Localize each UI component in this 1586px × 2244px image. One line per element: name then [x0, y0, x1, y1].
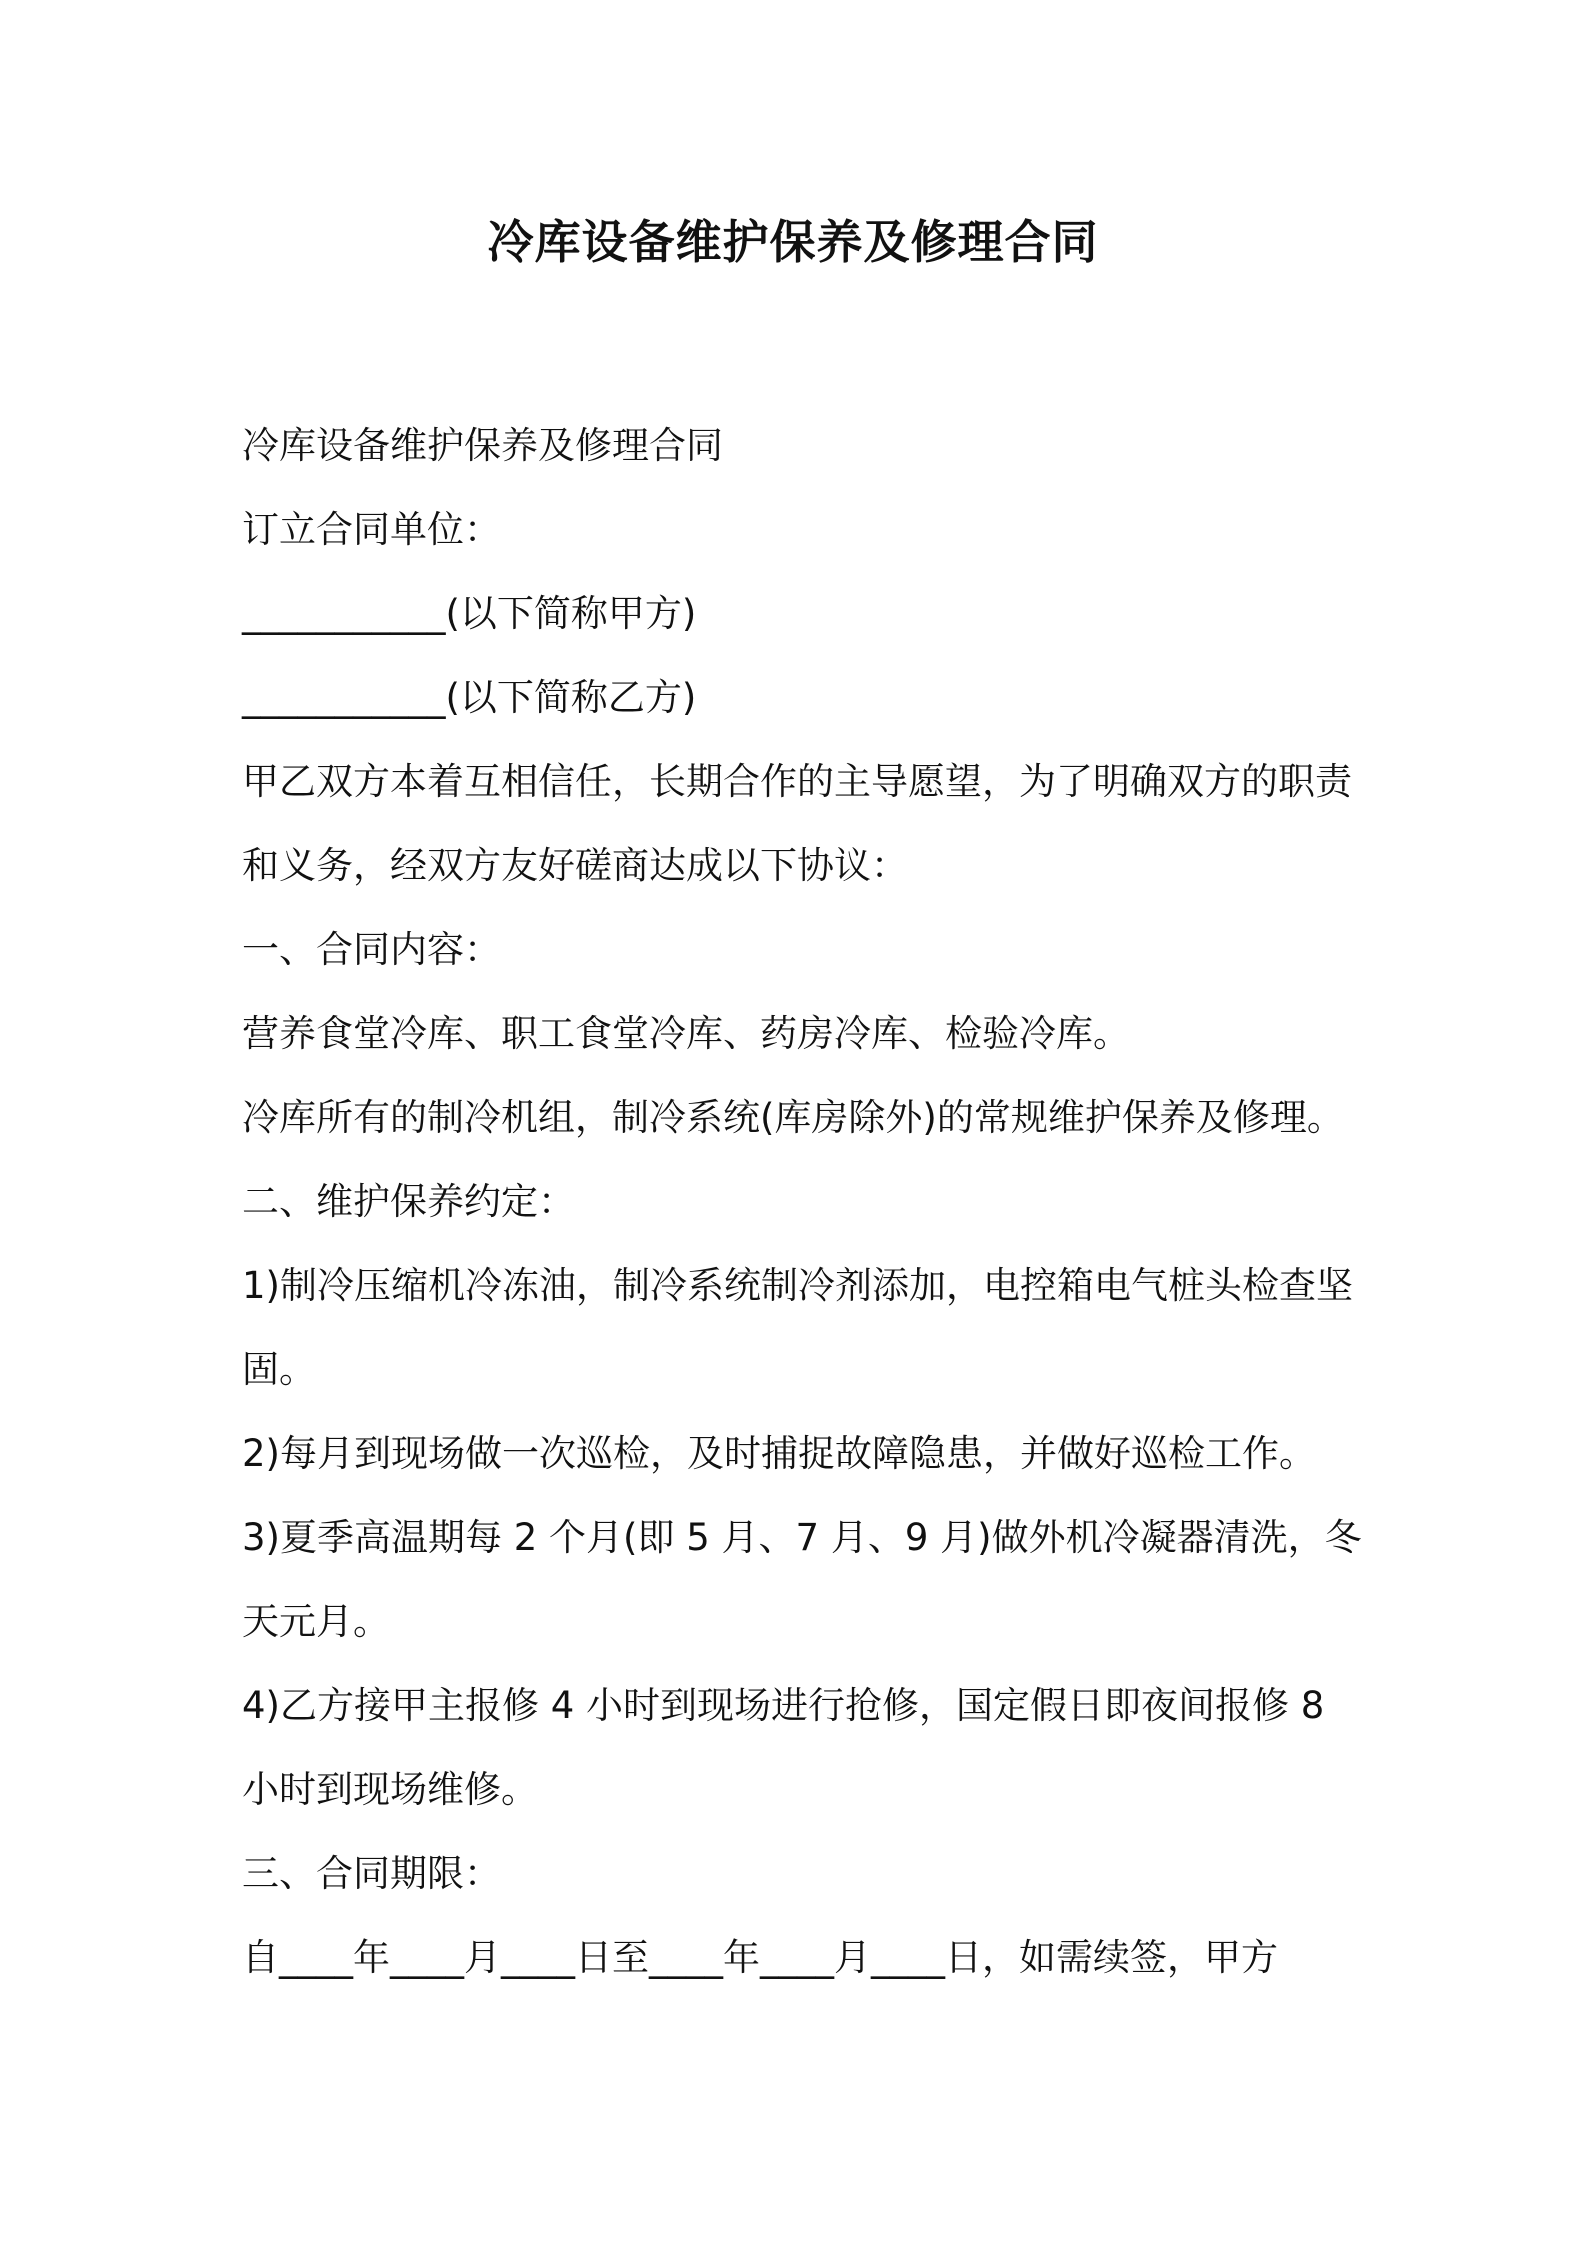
clause-3-line-1: 3)夏季高温期每 2 个月(即 5 月、7 月、9 月)做外机冷凝器清洗，冬 — [242, 1516, 1362, 1559]
body-line-cold-storage-list: 营养食堂冷库、职工食堂冷库、药房冷库、检验冷库。 — [242, 1012, 1130, 1055]
body-line-term-dates: 自____年____月____日至____年____月____日，如需续签，甲方 — [242, 1936, 1278, 1979]
body-line-preamble-1: 甲乙双方本着互相信任，长期合作的主导愿望，为了明确双方的职责 — [242, 760, 1352, 803]
body-line-parties-heading: 订立合同单位： — [242, 508, 501, 551]
body-line-preamble-2: 和义务，经双方友好磋商达成以下协议： — [242, 844, 908, 887]
section-heading-content: 一、合同内容： — [242, 928, 501, 971]
clause-1-line-2: 固。 — [242, 1348, 316, 1391]
clause-4-line-1: 4)乙方接甲主报修 4 小时到现场进行抢修，国定假日即夜间报修 8 — [242, 1684, 1325, 1727]
section-heading-maintenance: 二、维护保养约定： — [242, 1180, 575, 1223]
document-title: 冷库设备维护保养及修理合同 — [487, 215, 1099, 269]
section-heading-term: 三、合同期限： — [242, 1852, 501, 1895]
clause-4-line-2: 小时到现场维修。 — [242, 1768, 538, 1811]
clause-1-line-1: 1)制冷压缩机冷冻油，制冷系统制冷剂添加，电控箱电气桩头检查坚 — [242, 1264, 1353, 1307]
clause-2: 2)每月到现场做一次巡检，及时捕捉故障隐患，并做好巡检工作。 — [242, 1432, 1316, 1475]
body-line-contract-name: 冷库设备维护保养及修理合同 — [242, 424, 723, 467]
body-line-party-b: ___________(以下简称乙方) — [242, 676, 697, 719]
clause-3-line-2: 天元月。 — [242, 1600, 390, 1643]
body-line-scope: 冷库所有的制冷机组，制冷系统(库房除外)的常规维护保养及修理。 — [242, 1096, 1344, 1139]
document-body — [242, 404, 1362, 2000]
body-line-party-a: ___________(以下简称甲方) — [242, 592, 697, 635]
